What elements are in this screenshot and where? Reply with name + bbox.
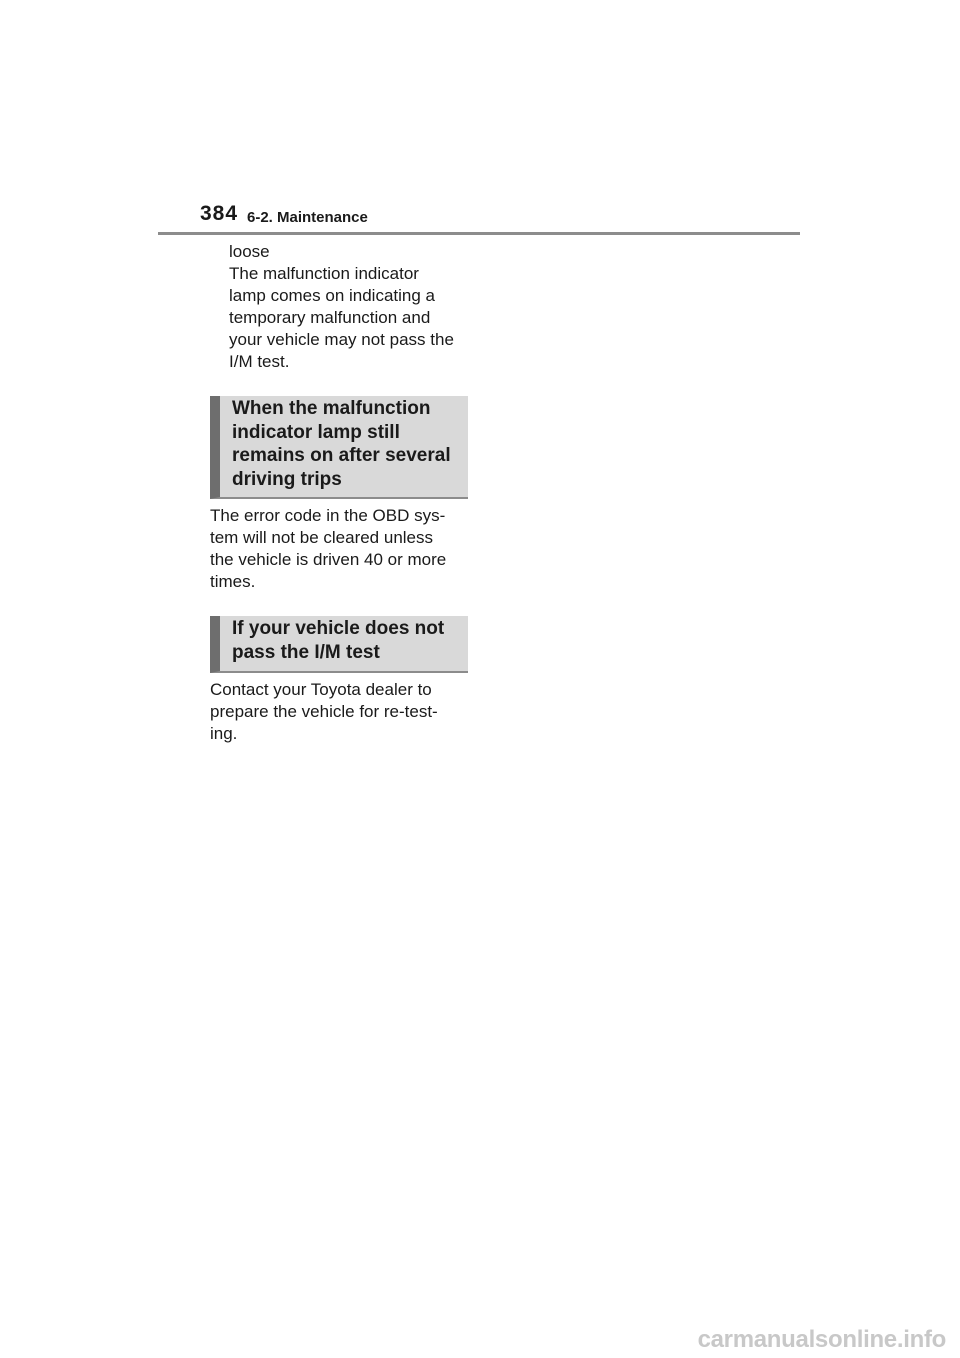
text-line: tem will not be cleared unless — [210, 528, 434, 547]
text-line: Contact your Toyota dealer to — [210, 680, 432, 699]
text-line: times. — [210, 572, 256, 591]
section-heading-fails-im-test — [210, 616, 468, 673]
heading-line: When the malfunction — [232, 398, 431, 419]
section-title: 6-2. Maintenance — [247, 209, 368, 226]
text-line: temporary malfunction and — [229, 308, 431, 327]
heading-line: driving trips — [232, 468, 342, 490]
text-line: prepare the vehicle for re-test- — [210, 702, 438, 721]
text-line: loose — [229, 242, 270, 261]
header-divider — [158, 232, 800, 235]
paragraph-contact-dealer — [210, 679, 438, 745]
text-line: the vehicle is driven 40 or more — [210, 550, 447, 569]
text-line: I/M test. — [229, 352, 290, 371]
heading-line: pass the I/M test — [232, 641, 380, 663]
watermark: carmanualsonline.info — [697, 1326, 946, 1353]
intro-paragraph — [229, 241, 454, 373]
text-line: ing. — [210, 724, 238, 743]
text-line: The malfunction indicator — [229, 264, 419, 283]
section-heading-mil-remains-on — [210, 396, 468, 499]
page-number: 384 — [200, 202, 239, 225]
paragraph-error-code — [210, 505, 446, 593]
heading-line: remains on after several — [232, 445, 451, 466]
heading-line: indicator lamp still — [232, 421, 400, 443]
heading-line: If your vehicle does not — [232, 618, 445, 639]
text-line: lamp comes on indicating a — [229, 286, 436, 305]
text-line: The error code in the OBD sys- — [210, 506, 446, 525]
text-line: your vehicle may not pass the — [229, 330, 454, 349]
